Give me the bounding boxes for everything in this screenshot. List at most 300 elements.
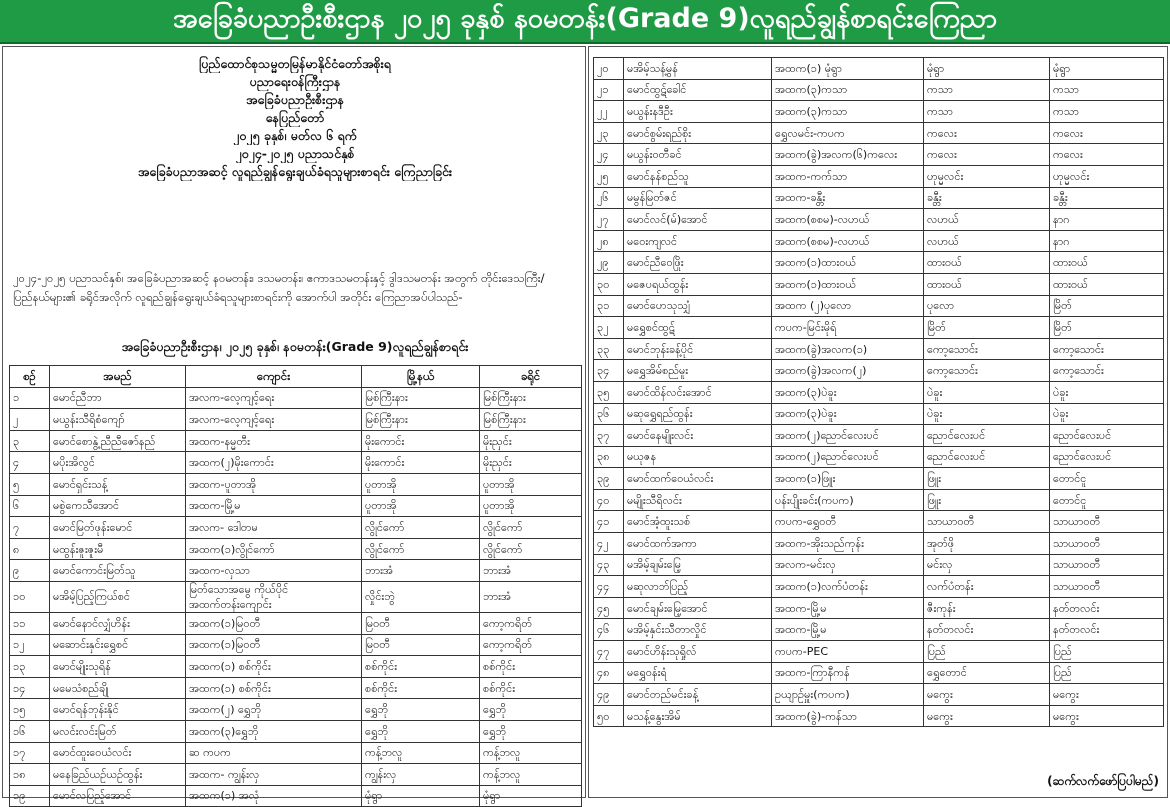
school-name: အထက(ခွဲ)အလက(၂) xyxy=(772,360,924,382)
school-name: အထက(စစမ)-လဟယ် xyxy=(772,209,924,231)
school-name: အထက-ခန္တီး xyxy=(772,187,924,209)
col-header-name: အမည် xyxy=(50,366,186,388)
table-row xyxy=(594,165,1164,187)
student-name: မောင်ဟေသုသျှံ xyxy=(624,295,772,317)
student-name: မဆောင်းနှင်းရွှေစင် xyxy=(50,634,186,656)
row-number: ၉ xyxy=(10,560,50,582)
table-row xyxy=(594,122,1164,144)
school-name: အထက- ကျွန်းလှ xyxy=(186,764,362,786)
row-number: ၆ xyxy=(10,495,50,517)
row-number: ၃၆ xyxy=(594,403,624,425)
row-number: ၂၇ xyxy=(594,209,624,231)
table-row xyxy=(10,785,582,807)
township-name: ထားဝယ် xyxy=(924,252,1050,274)
student-name: မအိမ့်နှင်းသီတာလှိုင် xyxy=(624,619,772,641)
township-name: မကွေး xyxy=(924,684,1050,706)
township-name: ရွှေတောင် xyxy=(924,662,1050,684)
table-row xyxy=(594,403,1164,425)
school-name: အထက(၃)ရွှေဘို xyxy=(186,720,362,742)
school-name: ရွှေလမင်း-ကပက xyxy=(772,122,924,144)
table-row xyxy=(594,144,1164,166)
student-name: မောင်ဘုန်းခန့်ပိုင် xyxy=(624,338,772,360)
school-name: အလက-လေ့ကျင့်ရေး xyxy=(186,409,362,431)
student-name: မောင်ထက်အကာ xyxy=(624,533,772,555)
district-name: ကန့်ဘလူ xyxy=(480,764,582,786)
school-name: အထက-နမ္မတီး xyxy=(186,430,362,452)
table-row xyxy=(594,641,1164,663)
township-name: ကလေး xyxy=(924,122,1050,144)
row-number: ၇ xyxy=(10,517,50,539)
continued-note: (ဆက်လက်ဖော်ပြပါမည်) xyxy=(1047,774,1159,788)
school-name: အထက(၁)လက်ပံတန်း xyxy=(772,576,924,598)
results-table-left-body xyxy=(10,387,582,807)
district-name: ကော့ကရိတ် xyxy=(480,612,582,634)
township-name: ခန္တီး xyxy=(924,187,1050,209)
table-row xyxy=(10,538,582,560)
district-name: ထားဝယ် xyxy=(1050,252,1164,274)
row-number: ၄၀ xyxy=(594,489,624,511)
school-name: အထက(၁) စစ်ကိုင်း xyxy=(186,656,362,678)
row-number: ၄၂ xyxy=(594,533,624,555)
township-name: မုံရွာ xyxy=(924,58,1050,80)
row-number: ၄၁ xyxy=(594,511,624,533)
row-number: ၃၀ xyxy=(594,273,624,295)
row-number: ၄၄ xyxy=(594,576,624,598)
table-row xyxy=(594,489,1164,511)
district-name: သာယာဝတီ xyxy=(1050,533,1164,555)
row-number: ၂၀ xyxy=(594,58,624,80)
student-name: မောင်နေမျိုးလင်း xyxy=(624,425,772,447)
row-number: ၂၁ xyxy=(594,79,624,101)
township-name: ဖြူး xyxy=(924,489,1050,511)
student-name: မောင်လင်(မ်)အောင် xyxy=(624,209,772,231)
township-name: ကသာ xyxy=(924,79,1050,101)
township-name: လွိုင်ကော် xyxy=(362,517,480,539)
township-name: ကသာ xyxy=(924,101,1050,123)
district-name: မြိတ် xyxy=(1050,295,1164,317)
student-name: မယွန်းနဒီဦး xyxy=(624,101,772,123)
header-line-academic-year: ၂၀၂၄-၂၀၂၅ ပညာသင်နှစ် xyxy=(235,146,355,161)
table-row xyxy=(594,230,1164,252)
district-name: ဘားအံ xyxy=(480,581,582,612)
row-number: ၁၅ xyxy=(10,699,50,721)
page-banner xyxy=(0,0,1170,44)
row-number: ၃၂ xyxy=(594,317,624,339)
table-row xyxy=(594,338,1164,360)
table-row xyxy=(594,360,1164,382)
table-row xyxy=(10,473,582,495)
banner-title: အခြေခံပညာဦးစီးဌာန ၂၀၂၅ ခုနှစ် နဝမတန်း(Grade 9)လူရည်ချွန်စာရင်းကြေညာ xyxy=(172,3,998,34)
row-number: ၁၂ xyxy=(10,634,50,656)
school-name: အထက-အိုးသည်ကုန်း xyxy=(772,533,924,555)
district-name: ပဲခူး xyxy=(1050,381,1164,403)
student-name: မောင်တည်မင်းခန့် xyxy=(624,684,772,706)
township-name: မြစ်ကြီးနား xyxy=(362,409,480,431)
district-name: ကလေး xyxy=(1050,144,1164,166)
student-name: မမေသံစည်ချို xyxy=(50,677,186,699)
row-number: ၃၅ xyxy=(594,381,624,403)
row-number: ၃၃ xyxy=(594,338,624,360)
row-number: ၁၈ xyxy=(10,764,50,786)
table-row xyxy=(10,387,582,409)
student-name: မရွှေအိမ်စည်မူး xyxy=(624,360,772,382)
row-number: ၄ xyxy=(10,452,50,474)
district-name: ကန့်ဘလူ xyxy=(480,742,582,764)
row-number: ၄၅ xyxy=(594,597,624,619)
header-line-department: အခြေခံပညာဦးစီးဌာန xyxy=(246,92,344,107)
school-name: အထက-ကြာနီကန် xyxy=(772,662,924,684)
township-name: ပဲခူး xyxy=(924,403,1050,425)
township-name: စစ်ကိုင်း xyxy=(362,677,480,699)
row-number: ၂၆ xyxy=(594,187,624,209)
school-name: အထက-ပူတာအို xyxy=(186,473,362,495)
row-number: ၁ xyxy=(10,387,50,409)
student-name: မောင်မျိုးသုရိန် xyxy=(50,656,186,678)
table-header-row xyxy=(10,366,582,388)
district-name: မကွေး xyxy=(1050,684,1164,706)
township-name: ရွှေဘို xyxy=(362,699,480,721)
table-row xyxy=(594,619,1164,641)
table-row xyxy=(10,409,582,431)
table-row xyxy=(594,79,1164,101)
student-name: မောင်ဟိန်းသုရှိုလ် xyxy=(624,641,772,663)
table-row xyxy=(594,576,1164,598)
student-name: မောင်ညီဝေဖြိုး xyxy=(624,252,772,274)
school-name: ကပက-မြင်းမိုရ် xyxy=(772,317,924,339)
student-name: မမွန်မြတ်ဇင် xyxy=(624,187,772,209)
school-name: အလက- ဒေါတမ xyxy=(186,517,362,539)
student-name: မပိုးအိလွင် xyxy=(50,452,186,474)
list-title: အခြေခံပညာဦးစီးဌာန၊ ၂၀၂၅ ခုနှစ်၊ နဝမတန်း(Grade 9)လူရည်ချွန်စာရင်း xyxy=(121,339,469,354)
student-name: မောင်နောင်လျှံဟိန်း xyxy=(50,612,186,634)
school-name: အထက(၁) စစ်ကိုင်း xyxy=(186,677,362,699)
district-name: မိုးညှင်း xyxy=(480,452,582,474)
table-row xyxy=(10,560,582,582)
table-row xyxy=(594,446,1164,468)
school-name: အထက(၁) မုံရွာ xyxy=(772,58,924,80)
results-table-right xyxy=(593,57,1164,727)
district-name: မုံရွာ xyxy=(480,785,582,807)
row-number: ၃၄ xyxy=(594,360,624,382)
table-row xyxy=(10,742,582,764)
school-name: အထက-မြို့မ xyxy=(772,597,924,619)
township-name: ဖြူး xyxy=(924,468,1050,490)
row-number: ၁၉ xyxy=(10,785,50,807)
school-name: အထက(ခွဲ)အလက(၆)ကလေး xyxy=(772,144,924,166)
table-row xyxy=(594,468,1164,490)
row-number: ၂၈ xyxy=(594,230,624,252)
township-name: ဟုမ္မလင်း xyxy=(924,165,1050,187)
student-name: မောင်မြတ်ဖုန်းမောင် xyxy=(50,517,186,539)
township-name: မုံရွာ xyxy=(362,785,480,807)
left-column xyxy=(2,46,586,803)
school-name: မြတ်သောအမွေ ကိုယ်ပိုင်အထက်တန်းကျောင်း xyxy=(186,581,362,612)
township-name: မကွေး xyxy=(924,705,1050,727)
district-name: ကသာ xyxy=(1050,79,1164,101)
township-name: လွိုင်ကော် xyxy=(362,538,480,560)
school-name: အထက(ခွဲ)-ကန်သာ xyxy=(772,705,924,727)
school-name: အထက-မြို့မ xyxy=(186,495,362,517)
school-name: အထက-ကက်သာ xyxy=(772,165,924,187)
township-name: ပြည် xyxy=(924,641,1050,663)
student-name: မနေခြည်ယဉ်ယဉ်ထွန်း xyxy=(50,764,186,786)
student-name: မမျိုးသီရိလင်း xyxy=(624,489,772,511)
row-number: ၄၈ xyxy=(594,662,624,684)
col-header-school: ကျောင်း xyxy=(186,366,362,388)
row-number: ၄၉ xyxy=(594,684,624,706)
row-number: ၂၄ xyxy=(594,144,624,166)
school-name: ကပက-PEC xyxy=(772,641,924,663)
header-line-government: ပြည်ထောင်စုသမ္မတမြန်မာနိုင်ငံတော်အစိုးရ xyxy=(199,56,391,71)
student-name: မောင်ညီဘာ xyxy=(50,387,186,409)
student-name: မဆုလာဘ်ပြည့် xyxy=(624,576,772,598)
township-name: ရွှေဘို xyxy=(362,720,480,742)
district-name: စစ်ကိုင်း xyxy=(480,656,582,678)
row-number: ၃၈ xyxy=(594,446,624,468)
district-name: ဘားအံ xyxy=(480,560,582,582)
district-name: သာယာဝတီ xyxy=(1050,576,1164,598)
student-name: မသန့်နွေးအိမ် xyxy=(624,705,772,727)
row-number: ၂၂ xyxy=(594,101,624,123)
school-name: အထက (၂)ပုလော xyxy=(772,295,924,317)
township-name: လဟယ် xyxy=(924,230,1050,252)
school-name: ဆ ကပက xyxy=(186,742,362,764)
row-number: ၂၅ xyxy=(594,165,624,187)
district-name: ကော့သောင်း xyxy=(1050,338,1164,360)
district-name: နာဂ xyxy=(1050,230,1164,252)
row-number: ၃၇ xyxy=(594,425,624,447)
table-row xyxy=(594,317,1164,339)
district-name: ကသာ xyxy=(1050,101,1164,123)
district-name: သာယာဝတီ xyxy=(1050,511,1164,533)
district-name: နာဂ xyxy=(1050,209,1164,231)
township-name: ကော့သောင်း xyxy=(924,360,1050,382)
student-name: မအိမ့်ပြည့်ကြယ်စင် xyxy=(50,581,186,612)
township-name: ပုလော xyxy=(924,295,1050,317)
township-name: မြိတ် xyxy=(924,317,1050,339)
table-row xyxy=(10,581,582,612)
student-name: မောင်ထူးဝေယံလင်း xyxy=(50,742,186,764)
school-name: ကပက-ရွှေဝတီ xyxy=(772,511,924,533)
table-row xyxy=(10,430,582,452)
table-row xyxy=(594,662,1164,684)
township-name: လှိုင်းဘွဲ xyxy=(362,581,480,612)
school-name: အလက-လေ့ကျင့်ရေး xyxy=(186,387,362,409)
table-row xyxy=(594,101,1164,123)
row-number: ၈ xyxy=(10,538,50,560)
district-name: နတ်တလင်း xyxy=(1050,619,1164,641)
table-row xyxy=(10,452,582,474)
township-name: ဘားအံ xyxy=(362,560,480,582)
district-name: မြစ်ကြီးနား xyxy=(480,409,582,431)
district-name: မိုးညှင်း xyxy=(480,430,582,452)
township-name: ကော့သောင်း xyxy=(924,338,1050,360)
district-name: ခန္တီး xyxy=(1050,187,1164,209)
school-name: အထက(စစမ)-လဟယ် xyxy=(772,230,924,252)
student-name: မဝေးကျလင် xyxy=(624,230,772,252)
district-name: နတ်တလင်း xyxy=(1050,597,1164,619)
table-row xyxy=(10,720,582,742)
township-name: သာယာဝတီ xyxy=(924,511,1050,533)
table-row xyxy=(10,495,582,517)
table-row xyxy=(10,699,582,721)
school-name: အထက(၃)ပဲခူး xyxy=(772,403,924,425)
row-number: ၄၇ xyxy=(594,641,624,663)
township-name: ပူတာအို xyxy=(362,495,480,517)
row-number: ၄၃ xyxy=(594,554,624,576)
student-name: မယွန်းသီရိစံကျော် xyxy=(50,409,186,431)
district-name: လွိုင်ကော် xyxy=(480,538,582,560)
student-name: မောင်စွမ်းရည်စိုး xyxy=(624,122,772,144)
school-name: အထက(၂)မိုးကောင်း xyxy=(186,452,362,474)
row-number: ၁၁ xyxy=(10,612,50,634)
table-row xyxy=(594,187,1164,209)
district-name: ပဲခူး xyxy=(1050,403,1164,425)
district-name: ညောင်လေးပင် xyxy=(1050,425,1164,447)
school-name: အထက(၂)ညောင်လေးပင် xyxy=(772,425,924,447)
school-name: အထက(၂)ညောင်လေးပင် xyxy=(772,446,924,468)
district-name: မကွေး xyxy=(1050,705,1164,727)
township-name: မြဝတီ xyxy=(362,634,480,656)
school-name: အထက(၁)မြဝတီ xyxy=(186,634,362,656)
student-name: မောင်ထက်ဝေယံလင်း xyxy=(624,468,772,490)
table-row xyxy=(594,597,1164,619)
school-name: အထက(၁)ဖြူး xyxy=(772,468,924,490)
table-row xyxy=(10,612,582,634)
district-name: တောင်ငူ xyxy=(1050,489,1164,511)
township-name: လက်ပံတန်း xyxy=(924,576,1050,598)
row-number: ၅ xyxy=(10,473,50,495)
row-number: ၁၆ xyxy=(10,720,50,742)
student-name: မောင်ကောင်းမြတ်သူ xyxy=(50,560,186,582)
school-name: အထက(၃)ပဲခူး xyxy=(772,381,924,403)
student-name: မဆုရွှေရည်ထွန်း xyxy=(624,403,772,425)
row-number: ၂၉ xyxy=(594,252,624,274)
student-name: မောင်လပြည့်အောင် xyxy=(50,785,186,807)
row-number: ၁၀ xyxy=(10,581,50,612)
district-name: ဟုမ္မလင်း xyxy=(1050,165,1164,187)
table-row xyxy=(10,517,582,539)
township-name: လဟယ် xyxy=(924,209,1050,231)
table-row xyxy=(594,533,1164,555)
table-row xyxy=(594,684,1164,706)
township-name: ဇီးကုန်း xyxy=(924,597,1050,619)
district-name: ကလေး xyxy=(1050,122,1164,144)
student-name: မောင်ရန်ဘုန်းနိုင် xyxy=(50,699,186,721)
student-name: မအိမ့်ချမ်းမြေ့ xyxy=(624,554,772,576)
header-line-subject: အခြေခံပညာအဆင့် လူရည်ချွန်ရွေးချယ်ခံရသူများစာရင်း ကြေညာခြင်း xyxy=(137,164,453,179)
district-name: ကော့သောင်း xyxy=(1050,360,1164,382)
township-name: မြဝတီ xyxy=(362,612,480,634)
district-name: ရွှေဘို xyxy=(480,720,582,742)
table-row xyxy=(10,656,582,678)
table-row xyxy=(594,252,1164,274)
district-name: မြစ်ကြီးနား xyxy=(480,387,582,409)
col-header-district: ခရိုင် xyxy=(480,366,582,388)
student-name: မောင်ထိန်လင်းအောင် xyxy=(624,381,772,403)
results-table-left xyxy=(9,365,582,807)
school-name: ဥယျာဉ်မှူး(ကပက) xyxy=(772,684,924,706)
school-name: အလက-မင်းလှ xyxy=(772,554,924,576)
township-name: မိုးကောင်း xyxy=(362,452,480,474)
results-table-right-body xyxy=(594,58,1164,727)
district-name: မြိတ် xyxy=(1050,317,1164,339)
township-name: နတ်တလင်း xyxy=(924,619,1050,641)
right-column xyxy=(588,46,1168,798)
district-name: ပြည် xyxy=(1050,662,1164,684)
district-name: လွိုင်ကော် xyxy=(480,517,582,539)
district-name: ပူတာအို xyxy=(480,495,582,517)
township-name: ကန့်ဘလူ xyxy=(362,742,480,764)
table-row xyxy=(594,425,1164,447)
township-name: ကျွန်းလှ xyxy=(362,764,480,786)
row-number: ၃ xyxy=(10,430,50,452)
township-name: မြစ်ကြီးနား xyxy=(362,387,480,409)
row-number: ၃၉ xyxy=(594,468,624,490)
township-name: ပဲခူး xyxy=(924,381,1050,403)
student-name: မောင်အံ့ထူးသစ် xyxy=(624,511,772,533)
district-name: ရွှေဘို xyxy=(480,699,582,721)
col-header-no: စဉ် xyxy=(10,366,50,388)
student-name: မောင်နန်စည်သူ xyxy=(624,165,772,187)
township-name: စစ်ကိုင်း xyxy=(362,656,480,678)
township-name: ညောင်လေးပင် xyxy=(924,446,1050,468)
table-row xyxy=(594,273,1164,295)
township-name: မိုးကောင်း xyxy=(362,430,480,452)
row-number: ၅၀ xyxy=(594,705,624,727)
table-row xyxy=(10,677,582,699)
township-name: ကလေး xyxy=(924,144,1050,166)
school-name: ပန်းပျိုးခင်း(ကပက) xyxy=(772,489,924,511)
school-name: အထက(၃)ကသာ xyxy=(772,101,924,123)
row-number: ၂ xyxy=(10,409,50,431)
district-name: မုံရွာ xyxy=(1050,58,1164,80)
table-row xyxy=(594,295,1164,317)
school-name: အထက(၁)ထားဝယ် xyxy=(772,273,924,295)
student-name: မောင်ထွဋ်ခေါင် xyxy=(624,79,772,101)
row-number: ၁၇ xyxy=(10,742,50,764)
district-name: ထားဝယ် xyxy=(1050,273,1164,295)
row-number: ၁၄ xyxy=(10,677,50,699)
student-name: မထွန်းဇူးဇူးမီ xyxy=(50,538,186,560)
district-name: ပြည် xyxy=(1050,641,1164,663)
district-name: ညောင်လေးပင် xyxy=(1050,446,1164,468)
student-name: မလင်းလင်းမြတ် xyxy=(50,720,186,742)
school-name: အထက(၁)မြဝတီ xyxy=(186,612,362,634)
student-name: မရွှေဝန်းရံ xyxy=(624,662,772,684)
school-name: အထက(၁) အလုံ xyxy=(186,785,362,807)
table-row xyxy=(594,58,1164,80)
student-name: မယုဇန xyxy=(624,446,772,468)
student-name: မောင်စောနွဲ့ညီညီဇော်နည် xyxy=(50,430,186,452)
student-name: မအိမ့်သန့်မွန် xyxy=(624,58,772,80)
student-name: မရွှေစင်ထွဋ် xyxy=(624,317,772,339)
school-name: အထက-လှသာ xyxy=(186,560,362,582)
township-name: ညောင်လေးပင် xyxy=(924,425,1050,447)
district-name: ကော့ကရိတ် xyxy=(480,634,582,656)
student-name: မောင်ချမ်းမြေ့အောင် xyxy=(624,597,772,619)
header-line-city: နေပြည်တော် xyxy=(265,110,325,125)
row-number: ၁၃ xyxy=(10,656,50,678)
district-name: သာယာဝတီ xyxy=(1050,554,1164,576)
school-name: အထက(ခွဲ)အလက(၁) xyxy=(772,338,924,360)
table-row xyxy=(10,634,582,656)
township-name: ထားဝယ် xyxy=(924,273,1050,295)
school-name: အထက(၃)ကသာ xyxy=(772,79,924,101)
table-row xyxy=(10,764,582,786)
row-number: ၂၃ xyxy=(594,122,624,144)
student-name: မစွဲကေသီအောင် xyxy=(50,495,186,517)
